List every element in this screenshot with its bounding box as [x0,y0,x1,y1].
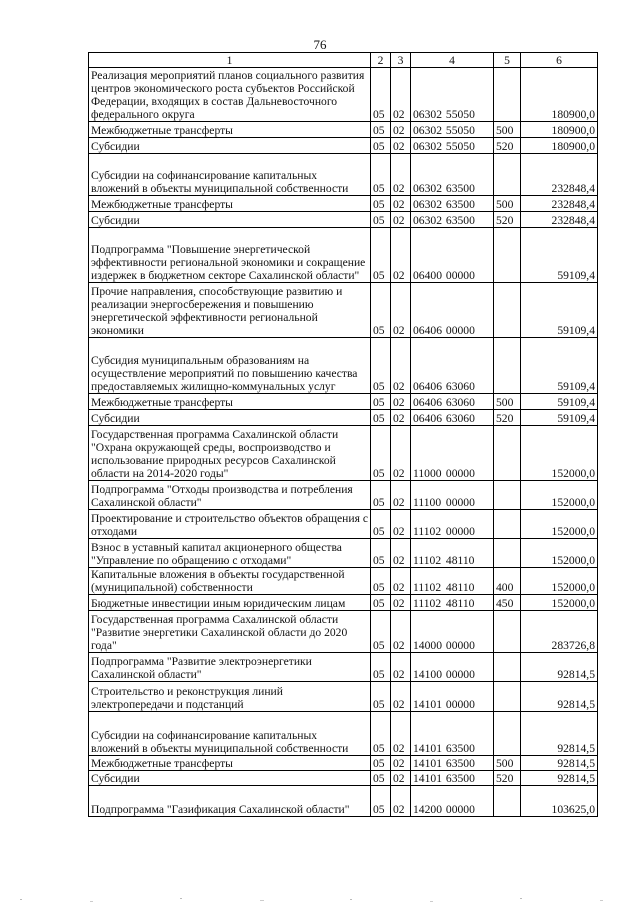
row-name: Подпрограмма "Развитие электроэнергетики Сахалинской области" [89,653,371,682]
row-name: Строительство и реконструкция линий электропередачи и подстанций [89,682,371,712]
row-section-code: 05 [371,68,391,122]
row-amount: 92814,5 [521,756,598,771]
table-row [89,653,598,682]
row-expense-type: 520 [494,212,521,228]
row-name: Подпрограмма "Отходы производства и потребления Сахалинской области" [89,481,371,510]
table-body [89,68,598,817]
table-row [89,154,598,196]
table-row [89,410,598,426]
header-col-6: 6 [521,53,598,68]
target-article-program: 06302 [413,140,442,153]
target-article-program: 14101 [413,772,442,785]
row-expense-type [494,712,521,756]
row-section-code: 05 [371,426,391,481]
target-article-direction: 00000 [445,803,475,816]
row-expense-type [494,481,521,510]
row-name: Субсидия муниципальным образованиям на осуществление мероприятий по повышению качества предоставляемых жилищно-коммунальных услуг [89,338,371,394]
target-article-program: 11102 [413,597,442,610]
row-expense-type [494,510,521,539]
row-amount: 232848,4 [521,154,598,196]
row-target-article [411,138,494,154]
row-amount: 232848,4 [521,212,598,228]
row-subsection-code: 02 [391,228,411,283]
row-target-article [411,154,494,196]
table-row [89,539,598,568]
row-amount: 180900,0 [521,138,598,154]
target-article-direction: 63500 [445,772,475,785]
row-subsection-code: 02 [391,756,411,771]
row-subsection-code: 02 [391,283,411,338]
row-subsection-code: 02 [391,786,411,817]
row-target-article [411,68,494,122]
row-section-code: 05 [371,410,391,426]
row-name: Реализация мероприятий планов социального развития центров экономического роста субъектов Российской Федерации, входящих в состав Дальневосточного федерального округа [89,68,371,122]
row-subsection-code: 02 [391,394,411,410]
row-expense-type: 500 [494,196,521,212]
row-section-code: 05 [371,122,391,138]
row-name: Субсидии на софинансирование капитальных вложений в объекты муниципальной собственности [89,154,371,196]
row-expense-type: 450 [494,595,521,611]
row-expense-type [494,682,521,712]
target-article-direction: 63500 [445,742,475,755]
target-article-direction: 55050 [445,108,475,121]
table-row [89,68,598,122]
row-expense-type: 520 [494,410,521,426]
row-amount: 103625,0 [521,786,598,817]
row-subsection-code: 02 [391,510,411,539]
row-expense-type: 500 [494,122,521,138]
row-name: Субсидии на софинансирование капитальных вложений в объекты муниципальной собственности [89,712,371,756]
row-target-article [411,196,494,212]
target-article-program: 14000 [413,639,442,652]
row-subsection-code: 02 [391,410,411,426]
target-article-direction: 00000 [445,324,475,337]
table-row [89,122,598,138]
target-article-program: 06400 [413,269,442,282]
row-subsection-code: 02 [391,568,411,595]
row-name: Межбюджетные трансферты [89,394,371,410]
target-article-direction: 48110 [445,554,475,567]
row-target-article [411,426,494,481]
row-name: Взнос в уставный капитал акционерного общества "Управление по обращению с отходами" [89,539,371,568]
row-amount: 283726,8 [521,611,598,653]
row-amount: 59109,4 [521,283,598,338]
table-row [89,682,598,712]
target-article-program: 11102 [413,554,442,567]
row-expense-type: 400 [494,568,521,595]
target-article-direction: 00000 [445,698,475,711]
row-subsection-code: 02 [391,68,411,122]
table-row [89,283,598,338]
row-expense-type: 520 [494,138,521,154]
header-col-1: 1 [89,53,371,68]
row-expense-type: 500 [494,394,521,410]
row-expense-type [494,611,521,653]
row-section-code: 05 [371,611,391,653]
row-name: Государственная программа Сахалинской области "Охрана окружающей среды, воспроизводство и использование природных ресурсов Сахалинской области на 2014-2020 годы" [89,426,371,481]
row-amount: 59109,4 [521,410,598,426]
table-row [89,228,598,283]
target-article-direction: 63500 [445,198,475,211]
target-article-direction: 00000 [445,525,475,538]
target-article-direction: 00000 [445,269,475,282]
target-article-direction: 48110 [445,597,475,610]
row-amount: 92814,5 [521,653,598,682]
target-article-program: 06406 [413,396,442,409]
row-section-code: 05 [371,771,391,786]
row-expense-type [494,228,521,283]
row-target-article [411,212,494,228]
row-target-article [411,394,494,410]
row-subsection-code: 02 [391,595,411,611]
row-subsection-code: 02 [391,539,411,568]
target-article-direction: 00000 [445,467,475,480]
row-section-code: 05 [371,568,391,595]
row-section-code: 05 [371,682,391,712]
row-section-code: 05 [371,510,391,539]
row-section-code: 05 [371,154,391,196]
row-amount: 59109,4 [521,394,598,410]
header-col-3: 3 [391,53,411,68]
row-subsection-code: 02 [391,712,411,756]
scan-noise-strip [0,895,640,905]
table-row [89,212,598,228]
target-article-program: 06302 [413,108,442,121]
target-article-program: 14101 [413,742,442,755]
row-subsection-code: 02 [391,426,411,481]
row-target-article [411,539,494,568]
row-amount: 152000,0 [521,481,598,510]
target-article-program: 14101 [413,698,442,711]
row-amount: 180900,0 [521,68,598,122]
target-article-program: 11102 [413,525,442,538]
row-expense-type [494,154,521,196]
row-target-article [411,338,494,394]
row-target-article [411,756,494,771]
row-section-code: 05 [371,196,391,212]
target-article-program: 06302 [413,124,442,137]
row-expense-type: 500 [494,756,521,771]
row-name: Подпрограмма "Повышение энергетической эффективности региональной экономики и сокращение издержек в бюджетном секторе Сахалинской области" [89,228,371,283]
row-amount: 92814,5 [521,771,598,786]
row-target-article [411,771,494,786]
row-subsection-code: 02 [391,122,411,138]
target-article-direction: 63060 [445,380,475,393]
target-article-program: 11102 [413,581,442,594]
row-name: Субсидии [89,771,371,786]
row-subsection-code: 02 [391,682,411,712]
row-target-article [411,228,494,283]
table-row [89,138,598,154]
row-subsection-code: 02 [391,611,411,653]
row-amount: 180900,0 [521,122,598,138]
target-article-direction: 00000 [445,668,475,681]
table-row [89,394,598,410]
row-section-code: 05 [371,595,391,611]
row-amount: 152000,0 [521,539,598,568]
target-article-program: 06302 [413,198,442,211]
row-section-code: 05 [371,283,391,338]
table-row [89,568,598,595]
row-amount: 59109,4 [521,338,598,394]
row-section-code: 05 [371,394,391,410]
row-section-code: 05 [371,786,391,817]
target-article-program: 06302 [413,214,442,227]
target-article-program: 14100 [413,668,442,681]
table-row [89,712,598,756]
row-amount: 152000,0 [521,568,598,595]
row-name: Межбюджетные трансферты [89,756,371,771]
row-name: Субсидии [89,212,371,228]
row-amount: 232848,4 [521,196,598,212]
target-article-direction: 55050 [445,124,475,137]
row-name: Межбюджетные трансферты [89,122,371,138]
row-amount: 152000,0 [521,426,598,481]
row-target-article [411,611,494,653]
row-subsection-code: 02 [391,771,411,786]
row-name: Государственная программа Сахалинской области "Развитие энергетики Сахалинской области до 2020 года" [89,611,371,653]
table-row [89,595,598,611]
row-section-code: 05 [371,539,391,568]
row-section-code: 05 [371,653,391,682]
table-row [89,771,598,786]
table-row [89,510,598,539]
row-target-article [411,595,494,611]
target-article-program: 11100 [413,496,442,509]
row-subsection-code: 02 [391,338,411,394]
target-article-program: 06406 [413,324,442,337]
page-number: 76 [313,37,327,52]
row-expense-type [494,338,521,394]
row-subsection-code: 02 [391,653,411,682]
table-row [89,196,598,212]
row-target-article [411,682,494,712]
row-expense-type [494,653,521,682]
row-target-article [411,481,494,510]
row-name: Бюджетные инвестиции иным юридическим лицам [89,595,371,611]
row-expense-type [494,68,521,122]
table-row [89,481,598,510]
header-col-4: 4 [411,53,494,68]
target-article-direction: 63500 [445,182,475,195]
table-row [89,756,598,771]
target-article-direction: 00000 [445,496,475,509]
row-name: Субсидии [89,138,371,154]
row-target-article [411,283,494,338]
row-amount: 152000,0 [521,595,598,611]
row-name: Прочие направления, способствующие развитию и реализации энергосбережения и повышению энергетической эффективности региональной экономики [89,283,371,338]
table-row [89,426,598,481]
table-row [89,786,598,817]
row-subsection-code: 02 [391,481,411,510]
row-expense-type [494,539,521,568]
row-section-code: 05 [371,481,391,510]
row-subsection-code: 02 [391,138,411,154]
row-expense-type: 520 [494,771,521,786]
row-expense-type [494,283,521,338]
row-target-article [411,653,494,682]
row-subsection-code: 02 [391,154,411,196]
target-article-direction: 55050 [445,140,475,153]
target-article-direction: 63500 [445,757,475,770]
row-target-article [411,568,494,595]
row-section-code: 05 [371,712,391,756]
row-section-code: 05 [371,338,391,394]
row-section-code: 05 [371,756,391,771]
row-section-code: 05 [371,228,391,283]
row-name: Капитальные вложения в объекты государственной (муниципальной) собственности [89,568,371,595]
table-header-row [89,53,598,68]
target-article-direction: 00000 [445,639,475,652]
table-row [89,611,598,653]
row-target-article [411,786,494,817]
target-article-direction: 48110 [445,581,475,594]
row-section-code: 05 [371,138,391,154]
row-target-article [411,510,494,539]
header-col-5: 5 [494,53,521,68]
row-target-article [411,712,494,756]
target-article-program: 11000 [413,467,442,480]
target-article-program: 06406 [413,380,442,393]
row-section-code: 05 [371,212,391,228]
row-expense-type [494,426,521,481]
target-article-program: 14101 [413,757,442,770]
target-article-program: 14200 [413,803,442,816]
table-row [89,338,598,394]
row-amount: 59109,4 [521,228,598,283]
row-name: Подпрограмма "Газификация Сахалинской области" [89,786,371,817]
target-article-direction: 63060 [445,396,475,409]
header-col-2: 2 [371,53,391,68]
target-article-direction: 63060 [445,412,475,425]
row-name: Межбюджетные трансферты [89,196,371,212]
row-subsection-code: 02 [391,212,411,228]
row-amount: 152000,0 [521,510,598,539]
budget-table [88,52,598,817]
row-target-article [411,122,494,138]
row-name: Субсидии [89,410,371,426]
target-article-program: 06406 [413,412,442,425]
row-amount: 92814,5 [521,712,598,756]
target-article-program: 06302 [413,182,442,195]
row-amount: 92814,5 [521,682,598,712]
target-article-direction: 63500 [445,214,475,227]
row-name: Проектирование и строительство объектов обращения с отходами [89,510,371,539]
row-target-article [411,410,494,426]
row-expense-type [494,786,521,817]
row-subsection-code: 02 [391,196,411,212]
